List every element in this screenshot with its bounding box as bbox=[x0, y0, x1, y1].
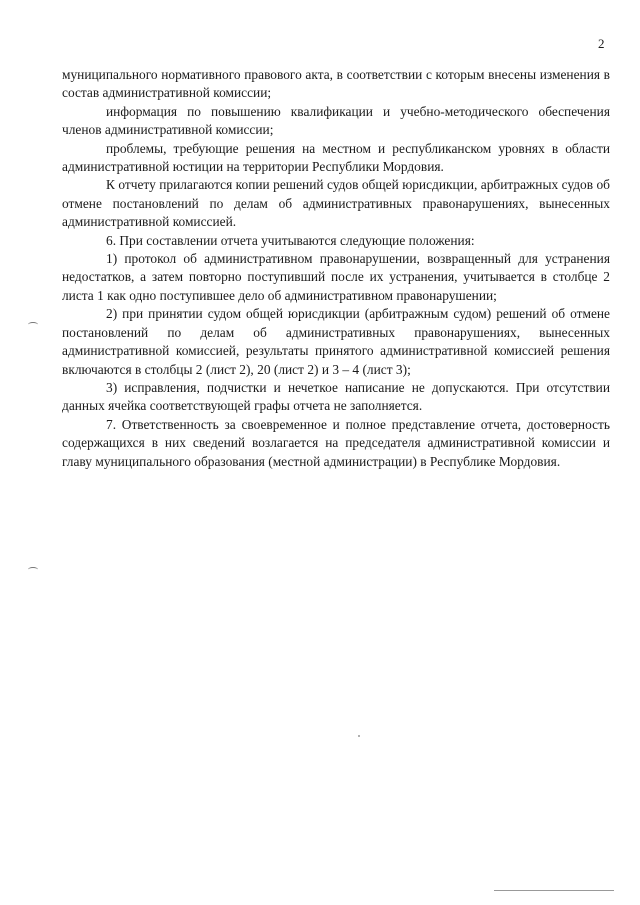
paragraph-9: 7. Ответственность за своевременное и полное представление отчета, достоверность содержащихся в них сведений возлагается на председателя административной комиссии и главу муниципального образования (местной администрации) в Республике Мордовия. bbox=[62, 416, 610, 469]
scan-speck bbox=[358, 735, 360, 737]
paragraph-4: К отчету прилагаются копии решений судов общей юрисдикции, арбитражных судов об отмене постановлений по делам об административных правонарушениях, вынесенных административной комиссией. bbox=[62, 177, 610, 230]
paragraph-3: проблемы, требующие решения на местном и республиканском уровнях в области административной юстиции на территории Республики Мордовия. bbox=[62, 140, 610, 175]
margin-binding-mark bbox=[28, 567, 38, 572]
paragraph-6: 1) протокол об административном правонарушении, возвращенный для устранения недостатков, а затем повторно поступивший после их устранения, учитывается в столбце 2 листа 1 как одно поступившее дело об административном правонарушении; bbox=[62, 251, 610, 303]
margin-binding-mark bbox=[28, 322, 38, 327]
paragraph-1: муниципального нормативного правового акта, в соответствии с которым внесены изменения в состав административной комиссии; bbox=[62, 67, 610, 101]
paragraph-8: 3) исправления, подчистки и нечеткое написание не допускаются. При отсутствии данных ячейка соответствующей графы отчета не заполняется. bbox=[62, 379, 610, 414]
paragraph-7: 2) при принятии судом общей юрисдикции (арбитражным судом) решений об отмене постановлений по делам об административных правонарушениях, вынесенных административной комиссией, результаты принятого административной комиссией решения включаются в столбцы 2 (лист 2), 20 (лист 2) и 3 – 4 (лист 3); bbox=[62, 306, 610, 377]
footer-rule bbox=[494, 890, 614, 891]
document-body bbox=[62, 66, 610, 471]
paragraph-5: 6. При составлении отчета учитываются следующие положения: bbox=[106, 232, 475, 248]
page-number: 2 bbox=[598, 36, 605, 51]
paragraph-2: информация по повышению квалификации и учебно-методического обеспечения членов административной комиссии; bbox=[62, 103, 610, 138]
